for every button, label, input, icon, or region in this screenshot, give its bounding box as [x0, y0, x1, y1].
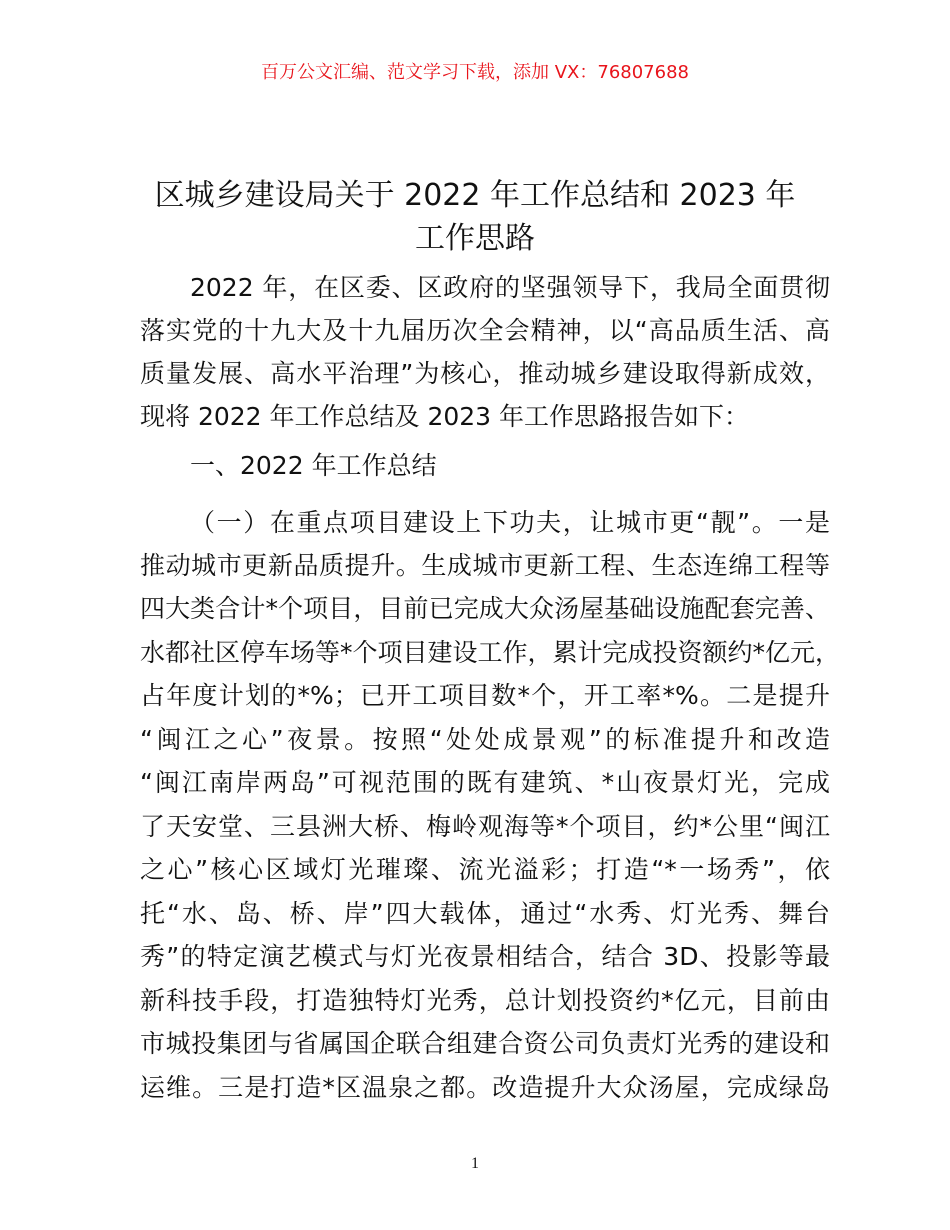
- document-title-line-1: 区城乡建设局关于 2022 年工作总结和 2023 年: [154, 178, 796, 213]
- body-line: 秀”的特定演艺模式与灯光夜景相结合，结合 3D、投影等最: [140, 942, 830, 971]
- intro-line: 质量发展、高水平治理”为核心，推动城乡建设取得新成效，: [140, 359, 830, 388]
- intro-line: 2022 年，在区委、区政府的坚强领导下，我局全面贯彻: [190, 273, 830, 302]
- body-line: 之心”核心区域灯光璀璨、流光溢彩；打造“*一场秀”，依: [140, 855, 830, 884]
- body-line: 水都社区停车场等*个项目建设工作，累计完成投资额约*亿元，: [140, 638, 841, 667]
- body-line: 占年度计划的*%；已开工项目数*个，开工率*%。二是提升: [140, 681, 830, 710]
- body-line: 推动城市更新品质提升。生成城市更新工程、生态连绵工程等: [140, 551, 830, 580]
- body-line: 了天安堂、三县洲大桥、梅岭观海等*个项目，约*公里“闽江: [140, 812, 830, 841]
- section-heading: 一、2022 年工作总结: [190, 451, 437, 480]
- body-line: （一）在重点项目建设上下功夫，让城市更“靓”。一是: [190, 508, 830, 537]
- body-line: 运维。三是打造*区温泉之都。改造提升大众汤屋，完成绿岛: [140, 1073, 830, 1102]
- intro-line: 落实党的十九大及十九届历次全会精神，以“高品质生活、高: [140, 316, 830, 345]
- body-line: 托“水、岛、桥、岸”四大载体，通过“水秀、灯光秀、舞台: [140, 899, 830, 928]
- body-line: “闽江南岸两岛”可视范围的既有建筑、*山夜景灯光，完成: [140, 768, 830, 797]
- body-line: 新科技手段，打造独特灯光秀，总计划投资约*亿元，目前由: [140, 986, 830, 1015]
- body-line: 市城投集团与省属国企联合组建合资公司负责灯光秀的建设和: [140, 1029, 830, 1058]
- header-banner: 百万公文汇编、范文学习下载，添加 VX：76807688: [261, 62, 689, 83]
- page-number: 1: [471, 1155, 479, 1172]
- body-line: 四大类合计*个项目，目前已完成大众汤屋基础设施配套完善、: [140, 594, 830, 623]
- intro-line: 现将 2022 年工作总结及 2023 年工作思路报告如下：: [140, 402, 750, 431]
- document-title-line-2: 工作思路: [415, 221, 535, 256]
- body-line: “闽江之心”夜景。按照“处处成景观”的标准提升和改造: [140, 725, 830, 754]
